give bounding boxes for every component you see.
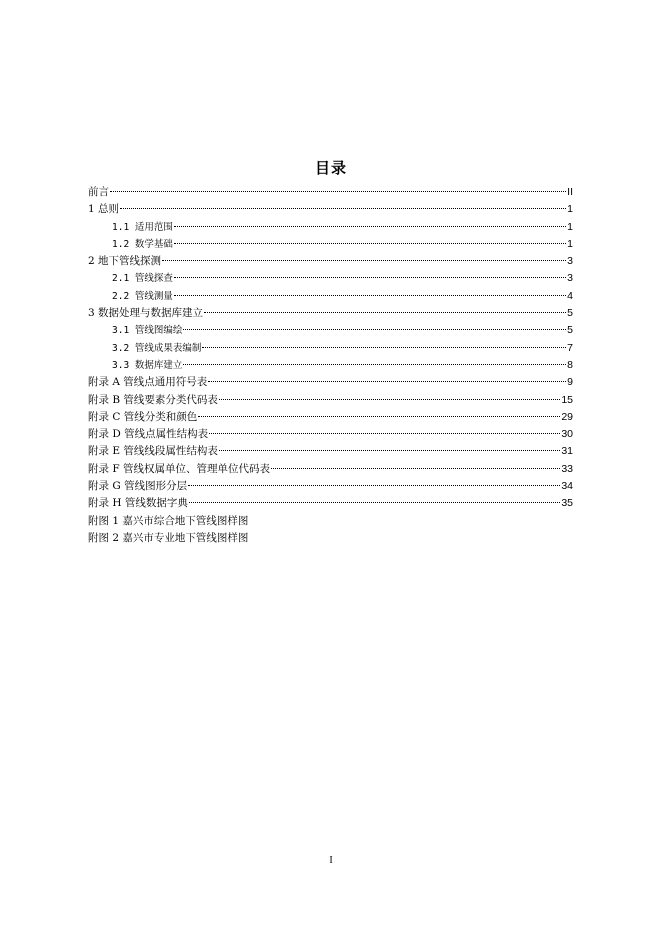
toc-dot-leader	[183, 327, 566, 330]
toc-entry-page-number: 3	[567, 255, 573, 268]
toc-title: 目录	[314, 159, 347, 177]
toc-entry-label: 附录 D 管线点属性结构表	[88, 428, 209, 441]
toc-entry-label: 附录 C 管线分类和颜色	[88, 410, 198, 423]
toc-entry[interactable]	[88, 478, 573, 495]
toc-dot-leader	[174, 293, 566, 296]
toc-entry-label: 附录 F 管线权属单位、管理单位代码表	[88, 462, 270, 475]
toc-dot-leader	[120, 206, 566, 209]
toc-entry-page-number: 30	[561, 428, 573, 441]
toc-entry[interactable]	[88, 219, 573, 236]
toc-dot-leader	[162, 258, 566, 261]
toc-entry-label: 3 数据处理与数据库建立	[88, 307, 204, 320]
toc-entry-page-number: 35	[561, 497, 573, 510]
toc-entry-page-number: 15	[561, 393, 573, 406]
toc-entry[interactable]	[88, 236, 573, 253]
toc-dot-leader	[208, 379, 566, 382]
toc-dot-leader	[189, 500, 560, 503]
toc-entry-page-number: 34	[561, 480, 573, 493]
toc-entry-label: 1.1 适用范围	[112, 221, 173, 233]
toc-entry[interactable]	[88, 357, 573, 374]
toc-entry-page-number: II	[567, 186, 573, 198]
toc-dot-leader	[209, 431, 560, 434]
toc-entry-page-number: 1	[567, 237, 573, 250]
toc-entry[interactable]	[88, 184, 573, 201]
toc-entry-label: 3.2 管线成果表编制	[112, 342, 202, 354]
toc-entry-page-number: 9	[567, 376, 573, 389]
toc-entry[interactable]	[88, 461, 573, 478]
toc-entry-label: 1 总则	[88, 203, 120, 216]
toc-entry[interactable]	[88, 201, 573, 218]
toc-entry-label: 1.2 数学基础	[112, 238, 173, 250]
toc-entry-page-number: 31	[561, 445, 573, 458]
toc-entry[interactable]	[88, 513, 573, 530]
toc-entry-label: 附录 E 管线线段属性结构表	[88, 445, 218, 458]
toc-entry-label: 3.3 数据库建立	[112, 359, 183, 371]
toc-entry[interactable]	[88, 253, 573, 270]
toc-dot-leader	[174, 275, 566, 278]
toc-entry[interactable]	[88, 374, 573, 391]
toc-entry-label: 附图 1 嘉兴市综合地下管线图样图	[88, 514, 249, 527]
toc-entry[interactable]	[88, 270, 573, 287]
toc-entry-label: 3.1 管线图编绘	[112, 325, 183, 337]
toc-entry[interactable]	[88, 322, 573, 339]
toc-entry[interactable]	[88, 495, 573, 512]
toc-entry-label: 附图 2 嘉兴市专业地下管线图样图	[88, 531, 249, 544]
footer-page-number: I	[329, 855, 333, 866]
toc-entry-label: 2 地下管线探测	[88, 255, 162, 268]
toc-entry-page-number: 5	[567, 307, 573, 320]
toc-entry-page-number: 29	[561, 410, 573, 423]
toc-entry-label: 2.1 管线探查	[112, 273, 173, 285]
toc-dot-leader	[110, 189, 566, 192]
toc-entry-page-number: 1	[567, 220, 573, 233]
toc-dot-leader	[188, 483, 560, 486]
toc-entry[interactable]	[88, 530, 573, 547]
toc-dot-leader	[183, 362, 566, 365]
toc-dot-leader	[219, 397, 560, 400]
toc-entry-label: 附录 B 管线要素分类代码表	[88, 393, 218, 406]
toc-entry[interactable]	[88, 340, 573, 357]
table-of-contents	[88, 184, 573, 547]
toc-entry-page-number: 1	[567, 203, 573, 216]
toc-entry-page-number: 33	[561, 462, 573, 475]
toc-entry-label: 附录 G 管线图形分层	[88, 480, 188, 493]
toc-dot-leader	[174, 241, 566, 244]
toc-entry-page-number: 5	[567, 324, 573, 337]
toc-entry-label: 前言	[88, 186, 109, 198]
toc-dot-leader	[271, 466, 560, 469]
toc-entry[interactable]	[88, 443, 573, 460]
toc-entry-page-number: 8	[567, 358, 573, 371]
toc-entry[interactable]	[88, 426, 573, 443]
toc-entry-label: 2.2 管线测量	[112, 290, 173, 302]
toc-entry[interactable]	[88, 305, 573, 322]
toc-entry-label: 附录 A 管线点通用符号表	[88, 376, 208, 389]
toc-entry-label: 附录 H 管线数据字典	[88, 497, 188, 510]
toc-entry-page-number: 7	[567, 341, 573, 354]
toc-dot-leader	[219, 448, 560, 451]
toc-dot-leader	[174, 224, 566, 227]
toc-dot-leader	[204, 310, 566, 313]
toc-entry-page-number: 4	[567, 289, 573, 302]
toc-dot-leader	[202, 345, 566, 348]
toc-entry[interactable]	[88, 288, 573, 305]
toc-entry[interactable]	[88, 409, 573, 426]
toc-entry[interactable]	[88, 392, 573, 409]
toc-dot-leader	[198, 414, 560, 417]
toc-entry-page-number: 3	[567, 272, 573, 285]
